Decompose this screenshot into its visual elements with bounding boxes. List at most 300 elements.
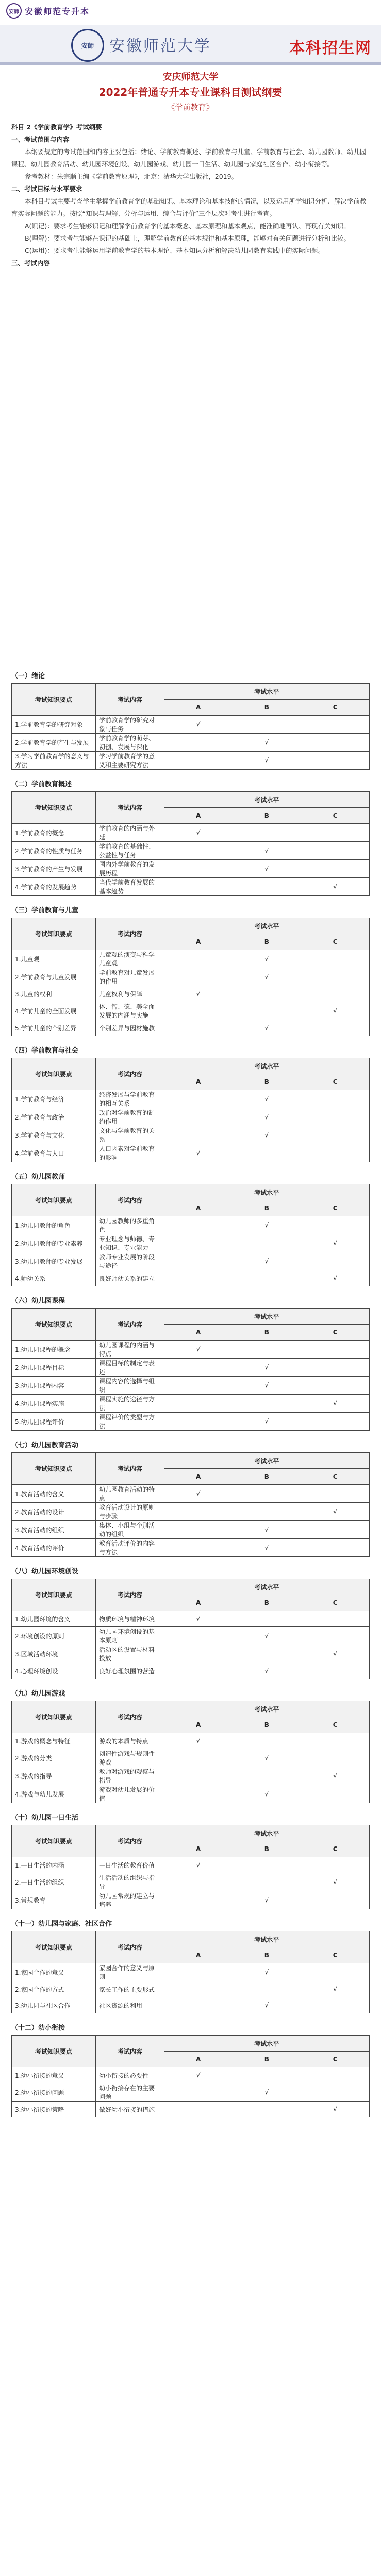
exam-unit-table <box>11 2035 370 2117</box>
row-content: 家长工作的主要形式 <box>96 1981 164 1997</box>
row-level-mark <box>164 1216 233 1234</box>
row-level-mark <box>164 1767 233 1785</box>
row-level-mark: √ <box>301 1002 370 1020</box>
header-level-a: A <box>164 1469 233 1485</box>
row-point: 4.学前教育与人口 <box>12 1144 96 1162</box>
table-row <box>12 1873 370 1891</box>
row-level-mark <box>301 1749 370 1767</box>
row-level-mark <box>233 1485 301 1503</box>
row-level-mark <box>301 1252 370 1270</box>
row-point: 4.幼儿园课程实施 <box>12 1395 96 1413</box>
unit-heading: （四）学前教育与社会 <box>11 1047 79 1055</box>
row-point: 1.家园合作的意义 <box>12 1963 96 1981</box>
exam-unit-table <box>11 683 370 770</box>
row-level-mark <box>301 1126 370 1144</box>
header-level-b: B <box>233 1325 301 1341</box>
row-content: 良好心理氛围的营造 <box>96 1663 164 1679</box>
row-level-mark: √ <box>233 1891 301 1909</box>
row-level-mark: √ <box>301 1234 370 1252</box>
row-level-mark <box>233 2102 301 2117</box>
row-point: 2.幼小衔接的问题 <box>12 2083 96 2102</box>
row-point: 1.学前教育的概念 <box>12 824 96 842</box>
row-level-mark <box>301 1857 370 1873</box>
row-level-mark: √ <box>233 1963 301 1981</box>
table-row <box>12 1020 370 1036</box>
header-content: 考试内容 <box>96 918 164 950</box>
row-content: 体、智、德、美全面发展的内涵与实施 <box>96 1002 164 1020</box>
unit-heading: （二）学前教育概述 <box>11 781 72 788</box>
header-level-b: B <box>233 1595 301 1611</box>
row-level-mark: √ <box>301 1645 370 1663</box>
row-level-mark <box>233 1981 301 1997</box>
banner-logo-text: 安徽师范大学 <box>109 37 211 55</box>
table-row <box>12 968 370 986</box>
row-content: 个别差异与因材施教 <box>96 1020 164 1036</box>
exam-unit-table <box>11 1931 370 2013</box>
row-level-mark: √ <box>233 1216 301 1234</box>
row-point: 1.幼小衔接的意义 <box>12 2067 96 2083</box>
header-level-c: C <box>301 1841 370 1857</box>
document-header <box>0 70 381 114</box>
row-level-mark <box>301 1341 370 1359</box>
header-content: 考试内容 <box>96 1058 164 1090</box>
row-point: 1.学前教育学的研究对象 <box>12 716 96 734</box>
exam-unit-table <box>11 918 370 1036</box>
row-level-mark: √ <box>233 1252 301 1270</box>
row-point: 2.学前教育与儿童发展 <box>12 968 96 986</box>
unit-heading: （八）幼儿园环境创设 <box>11 1568 79 1575</box>
row-content: 学前教育的内涵与外延 <box>96 824 164 842</box>
header-level-c: C <box>301 1947 370 1963</box>
row-level-mark <box>164 1002 233 1020</box>
row-level-mark <box>301 1733 370 1749</box>
header-level-c: C <box>301 700 370 716</box>
table-row <box>12 1503 370 1521</box>
header-level-c: C <box>301 2052 370 2067</box>
row-level-mark <box>164 2083 233 2102</box>
row-level-mark <box>301 1377 370 1395</box>
row-point: 2.家园合作的方式 <box>12 1981 96 1997</box>
row-content: 经济发展与学前教育的相互关系 <box>96 1090 164 1108</box>
table-row <box>12 1749 370 1767</box>
table-row <box>12 1252 370 1270</box>
row-level-mark <box>233 2067 301 2083</box>
banner <box>0 25 381 65</box>
row-point: 5.幼儿园课程评价 <box>12 1413 96 1431</box>
row-level-mark <box>233 1503 301 1521</box>
row-level-mark <box>233 1767 301 1785</box>
row-level-mark <box>164 1963 233 1981</box>
row-point: 3.教育活动的组织 <box>12 1521 96 1539</box>
row-level-mark: √ <box>164 824 233 842</box>
row-level-mark <box>233 1341 301 1359</box>
header-content: 考试内容 <box>96 1453 164 1485</box>
header-point: 考试知识要点 <box>12 1309 96 1341</box>
row-level-mark <box>233 1611 301 1627</box>
row-content: 文化与学前教育的关系 <box>96 1126 164 1144</box>
unit-heading: （十二）幼小衔接 <box>11 2024 65 2032</box>
table-row <box>12 860 370 878</box>
header-level-a: A <box>164 2052 233 2067</box>
row-level-mark <box>233 986 301 1002</box>
row-level-mark: √ <box>164 1611 233 1627</box>
row-content: 幼儿园环境创设的基本原则 <box>96 1627 164 1645</box>
row-level-mark <box>164 1090 233 1108</box>
header-level-a: A <box>164 1074 233 1090</box>
header-level-b: B <box>233 1717 301 1733</box>
row-level-mark <box>301 1485 370 1503</box>
header-level-c: C <box>301 808 370 824</box>
row-level-mark <box>233 878 301 896</box>
row-level-mark: √ <box>233 1020 301 1036</box>
unit-heading: （五）幼儿园教师 <box>11 1173 65 1181</box>
row-level-mark <box>301 860 370 878</box>
row-level-mark: √ <box>233 752 301 770</box>
table-row <box>12 2102 370 2117</box>
row-point: 2.环境创设的原则 <box>12 1627 96 1645</box>
row-point: 3.幼儿园与社区合作 <box>12 1997 96 2013</box>
row-level-mark: √ <box>164 1144 233 1162</box>
header-level-a: A <box>164 808 233 824</box>
header-content: 考试内容 <box>96 1309 164 1341</box>
table-row <box>12 1144 370 1162</box>
header-level-a: A <box>164 1200 233 1216</box>
row-level-mark: √ <box>233 1377 301 1395</box>
exam-units <box>11 670 370 2126</box>
section-title: 三、考试内容 <box>11 259 51 267</box>
unit-heading: （一）绪论 <box>11 672 45 680</box>
row-level-mark: √ <box>233 1359 301 1377</box>
row-level-mark: √ <box>233 842 301 860</box>
table-row <box>12 1377 370 1395</box>
row-level-mark <box>301 986 370 1002</box>
row-level-mark <box>301 1663 370 1679</box>
row-content: 教育活动评价的内容与方法 <box>96 1539 164 1557</box>
row-level-mark: √ <box>164 1857 233 1873</box>
row-level-mark: √ <box>233 950 301 968</box>
section-title: 一、考试范围与内容 <box>11 135 70 143</box>
exam-unit <box>11 1044 370 1162</box>
site-logo-text: 安徽师范专升本 <box>25 6 90 16</box>
row-level-mark <box>233 1234 301 1252</box>
row-level-mark <box>301 1108 370 1126</box>
row-level-mark <box>301 752 370 770</box>
row-content: 国内外学前教育的发展历程 <box>96 860 164 878</box>
row-content: 人口因素对学前教育的影响 <box>96 1144 164 1162</box>
exam-unit <box>11 1687 370 1803</box>
row-content: 教师对游戏的观察与指导 <box>96 1767 164 1785</box>
header-level-c: C <box>301 1717 370 1733</box>
table-row <box>12 824 370 842</box>
row-level-mark <box>301 1020 370 1036</box>
subject-title: 科目 2《学前教育学》考试纲要 <box>11 123 102 131</box>
row-level-mark: √ <box>233 1090 301 1108</box>
row-level-mark <box>301 1359 370 1377</box>
row-level-mark: √ <box>164 1341 233 1359</box>
header-level-b: B <box>233 1841 301 1857</box>
row-level-mark: √ <box>301 878 370 896</box>
table-row <box>12 1413 370 1431</box>
row-level-mark <box>301 1627 370 1645</box>
row-point: 3.幼儿园课程内容 <box>12 1377 96 1395</box>
header-level-a: A <box>164 1947 233 1963</box>
row-point: 2.幼儿园课程目标 <box>12 1359 96 1377</box>
unit-heading: （六）幼儿园课程 <box>11 1297 65 1305</box>
university-seal-icon: 安師 <box>71 29 104 62</box>
header-level-b: B <box>233 1947 301 1963</box>
table-row <box>12 1785 370 1803</box>
document-title: 2022年普通专升本专业课科目测试纲要 <box>98 86 283 98</box>
exam-unit-table <box>11 1452 370 1557</box>
table-row <box>12 1485 370 1503</box>
table-row <box>12 734 370 752</box>
header-level: 考试水平 <box>164 684 369 700</box>
header-content: 考试内容 <box>96 792 164 824</box>
row-point: 2.学前教育的性质与任务 <box>12 842 96 860</box>
brand-text: 本科招生网 <box>289 39 372 57</box>
row-level-mark: √ <box>233 968 301 986</box>
row-content: 课程实施的途径与方法 <box>96 1395 164 1413</box>
table-row <box>12 2083 370 2102</box>
table-row <box>12 986 370 1002</box>
row-level-mark <box>164 1270 233 1286</box>
row-point: 1.一日生活的内涵 <box>12 1857 96 1873</box>
row-content: 课程内容的选择与组织 <box>96 1377 164 1395</box>
row-content: 课程评价的类型与方法 <box>96 1413 164 1431</box>
header-point: 考试知识要点 <box>12 1184 96 1216</box>
row-level-mark: √ <box>301 1873 370 1891</box>
row-level-mark <box>164 1997 233 2013</box>
table-row <box>12 1234 370 1252</box>
header-level: 考试水平 <box>164 792 369 808</box>
row-level-mark: √ <box>233 1108 301 1126</box>
row-level-mark <box>301 1997 370 2013</box>
row-level-mark <box>164 1645 233 1663</box>
row-content: 儿童观的演变与科学儿童观 <box>96 950 164 968</box>
row-content: 学前教育学的萌芽、初创、发展与深化 <box>96 734 164 752</box>
row-content: 幼儿园课程的内涵与特点 <box>96 1341 164 1359</box>
row-content: 家园合作的意义与原则 <box>96 1963 164 1981</box>
row-level-mark: √ <box>301 1395 370 1413</box>
row-content: 做好幼小衔接的措施 <box>96 2102 164 2117</box>
header-point: 考试知识要点 <box>12 918 96 950</box>
header-level: 考试水平 <box>164 1453 369 1469</box>
unit-heading: （十）幼儿园一日生活 <box>11 1814 79 1822</box>
table-row <box>12 842 370 860</box>
row-content: 一日生活的教育价值 <box>96 1857 164 1873</box>
top-logo-bar <box>0 0 381 21</box>
table-row <box>12 1341 370 1359</box>
row-point: 1.学前教育与经济 <box>12 1090 96 1108</box>
table-row <box>12 1126 370 1144</box>
row-content: 幼儿园教师的多重角色 <box>96 1216 164 1234</box>
level-a-text: A(识记)：要求考生能够识记和理解学前教育学的基本概念、基本原理和基本观点，能准确地再认、再现有关知识。 <box>25 222 350 230</box>
header-content: 考试内容 <box>96 1184 164 1216</box>
row-level-mark <box>233 824 301 842</box>
table-row <box>12 1521 370 1539</box>
row-level-mark <box>164 1539 233 1557</box>
row-content: 专业理念与师德、专业知识、专业能力 <box>96 1234 164 1252</box>
banner-stripe <box>0 62 381 65</box>
row-point: 3.常规教育 <box>12 1891 96 1909</box>
intro-content <box>11 121 370 269</box>
row-content: 课程目标的制定与表述 <box>96 1359 164 1377</box>
row-point: 3.游戏的指导 <box>12 1767 96 1785</box>
row-level-mark: √ <box>301 1270 370 1286</box>
row-level-mark <box>233 1645 301 1663</box>
row-content: 当代学前教育发展的基本趋势 <box>96 878 164 896</box>
exam-unit-table <box>11 1184 370 1286</box>
row-level-mark <box>164 1108 233 1126</box>
exam-unit <box>11 904 370 1036</box>
table-row <box>12 878 370 896</box>
row-level-mark <box>164 1395 233 1413</box>
table-row <box>12 752 370 770</box>
header-level-b: B <box>233 1469 301 1485</box>
university-name: 安庆师范大学 <box>162 72 219 82</box>
row-point: 4.学前教育的发展趋势 <box>12 878 96 896</box>
row-level-mark: √ <box>233 1126 301 1144</box>
header-level-b: B <box>233 934 301 950</box>
header-point: 考试知识要点 <box>12 2036 96 2067</box>
exam-unit <box>11 2022 370 2117</box>
header-level: 考试水平 <box>164 1579 369 1595</box>
row-content: 学前教育对儿童发展的作用 <box>96 968 164 986</box>
row-level-mark <box>301 1891 370 1909</box>
table-row <box>12 1627 370 1645</box>
row-level-mark <box>233 716 301 734</box>
row-content: 活动区的设置与材料投放 <box>96 1645 164 1663</box>
row-point: 3.儿童的权利 <box>12 986 96 1002</box>
header-level-b: B <box>233 808 301 824</box>
row-level-mark <box>233 1857 301 1873</box>
exam-unit <box>11 1295 370 1431</box>
table-row <box>12 1539 370 1557</box>
header-level: 考试水平 <box>164 1184 369 1200</box>
row-level-mark <box>164 950 233 968</box>
exam-unit <box>11 1171 370 1286</box>
header-point: 考试知识要点 <box>12 1453 96 1485</box>
table-row <box>12 1645 370 1663</box>
header-level: 考试水平 <box>164 1058 369 1074</box>
document-subtitle: 《学前教育》 <box>167 103 214 112</box>
table-row <box>12 1891 370 1909</box>
table-row <box>12 1611 370 1627</box>
site-logo[interactable] <box>6 3 90 19</box>
paragraph: 本科目考试主要考查学生掌握学前教育学的基础知识、基本理论和基本技能的情况，以及运用所学知识分析、解决学前教育实际问题的能力。按照“知识与理解、分析与运用、综合与评价”三个层次对考生进行考查。 <box>11 197 367 217</box>
row-level-mark: √ <box>233 1663 301 1679</box>
header-level-a: A <box>164 1325 233 1341</box>
row-level-mark <box>301 1963 370 1981</box>
table-row <box>12 1981 370 1997</box>
header-level: 考试水平 <box>164 918 369 934</box>
header-level-c: C <box>301 1200 370 1216</box>
table-row <box>12 1395 370 1413</box>
header-level-b: B <box>233 1074 301 1090</box>
row-level-mark: √ <box>164 1485 233 1503</box>
row-content: 游戏对幼儿发展的价值 <box>96 1785 164 1803</box>
exam-unit-table <box>11 1579 370 1679</box>
row-level-mark <box>164 1981 233 1997</box>
header-level: 考试水平 <box>164 1931 369 1947</box>
level-b-text: B(理解)：要求考生能够在识记的基础上，理解学前教育的基本规律和基本原理，能够对有关问题进行分析和比较。 <box>25 234 350 242</box>
row-level-mark <box>164 752 233 770</box>
table-row <box>12 1108 370 1126</box>
row-point: 2.一日生活的组织 <box>12 1873 96 1891</box>
row-level-mark: √ <box>233 860 301 878</box>
row-point: 3.幼小衔接的策略 <box>12 2102 96 2117</box>
header-point: 考试知识要点 <box>12 1058 96 1090</box>
row-point: 1.游戏的概念与特征 <box>12 1733 96 1749</box>
exam-unit <box>11 1918 370 2013</box>
row-point: 3.学前教育与文化 <box>12 1126 96 1144</box>
row-level-mark <box>164 734 233 752</box>
row-content: 幼儿园常规的建立与培养 <box>96 1891 164 1909</box>
exam-unit <box>11 1811 370 1909</box>
row-level-mark: √ <box>164 1733 233 1749</box>
row-content: 儿童权利与保障 <box>96 986 164 1002</box>
row-level-mark <box>301 824 370 842</box>
row-content: 学前教育学的研究对象与任务 <box>96 716 164 734</box>
row-content: 幼儿园教育活动的特点 <box>96 1485 164 1503</box>
row-point: 2.游戏的分类 <box>12 1749 96 1767</box>
row-point: 3.学习学前教育学的意义与方法 <box>12 752 96 770</box>
row-content: 集体、小组与个别活动的组织 <box>96 1521 164 1539</box>
row-content: 教师专业发展的阶段与途径 <box>96 1252 164 1270</box>
table-row <box>12 1963 370 1981</box>
exam-unit-table <box>11 1058 370 1162</box>
unit-heading: （十一）幼儿园与家庭、社区合作 <box>11 1920 112 1928</box>
row-level-mark <box>164 878 233 896</box>
row-level-mark <box>301 2067 370 2083</box>
header-level-a: A <box>164 700 233 716</box>
row-point: 1.教育活动的含义 <box>12 1485 96 1503</box>
row-level-mark: √ <box>233 734 301 752</box>
row-level-mark: √ <box>233 1413 301 1431</box>
unit-heading: （七）幼儿园教育活动 <box>11 1442 79 1449</box>
row-point: 1.幼儿园课程的概念 <box>12 1341 96 1359</box>
row-content: 幼小衔接的必要性 <box>96 2067 164 2083</box>
row-content: 创造性游戏与规则性游戏 <box>96 1749 164 1767</box>
header-point: 考试知识要点 <box>12 1701 96 1733</box>
exam-unit <box>11 1439 370 1557</box>
row-level-mark <box>301 716 370 734</box>
header-level-c: C <box>301 934 370 950</box>
row-level-mark <box>164 860 233 878</box>
header-point: 考试知识要点 <box>12 1931 96 1963</box>
row-level-mark: √ <box>233 1997 301 2013</box>
header-point: 考试知识要点 <box>12 1579 96 1611</box>
header-level-a: A <box>164 1595 233 1611</box>
table-row <box>12 2067 370 2083</box>
row-point: 4.学前儿童的全面发展 <box>12 1002 96 1020</box>
header-level-c: C <box>301 1074 370 1090</box>
header-level-a: A <box>164 934 233 950</box>
row-point: 1.幼儿园教师的角色 <box>12 1216 96 1234</box>
row-level-mark: √ <box>301 1503 370 1521</box>
row-level-mark: √ <box>164 716 233 734</box>
table-row <box>12 1090 370 1108</box>
row-level-mark: √ <box>233 1785 301 1803</box>
header-content: 考试内容 <box>96 1825 164 1857</box>
exam-unit-table <box>11 791 370 896</box>
paragraph: 参考教材：朱宗顺主编《学前教育原理》，北京：清华大学出版社，2019。 <box>25 173 238 180</box>
row-level-mark <box>164 1785 233 1803</box>
row-level-mark <box>233 1873 301 1891</box>
row-level-mark: √ <box>301 1981 370 1997</box>
header-level-a: A <box>164 1841 233 1857</box>
unit-heading: （九）幼儿园游戏 <box>11 1690 65 1698</box>
